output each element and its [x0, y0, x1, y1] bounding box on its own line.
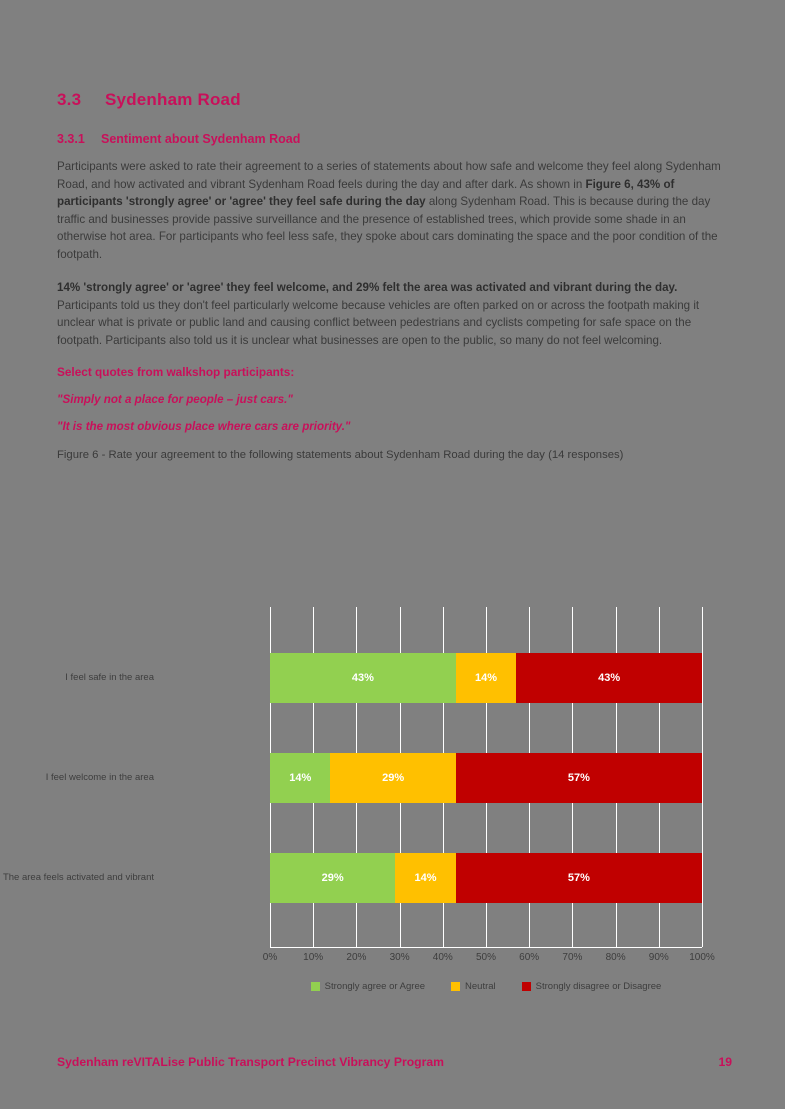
- chart-bar-segment: 57%: [456, 753, 702, 803]
- paragraph-2-emphasis: 14% 'strongly agree' or 'agree' they feel welcome, and 29% felt the area was activated and vibrant during the day.: [57, 281, 678, 294]
- footer-page-number: 19: [718, 1055, 732, 1069]
- chart-bar-segment: 14%: [456, 653, 516, 703]
- chart-legend-item: [311, 981, 425, 992]
- chart-plot-area: [270, 607, 702, 947]
- paragraph-2: [57, 279, 732, 349]
- paragraph-1-tail: along Sydenham Road. This is because during the day traffic and businesses provide passive surveillance and the presence of established trees, which provide some shade in an otherwise hot area. For participants who feel less safe, they spoke about cars dominating the space and the poor condition of the footpath.: [57, 195, 718, 261]
- paragraph-2-tail: Participants told us they don't feel particularly welcome because vehicles are often parked on or across the footpath making it unclear what is private or public land and causing conflict between pedestrians and cyclists competing for safe space on the footpath. Participants also told us it is unclear what businesses are open to the public, so many do not feel welcoming.: [57, 298, 700, 347]
- section-title-text: Sydenham Road: [105, 90, 241, 109]
- chart-bar-segment: 43%: [516, 653, 702, 703]
- chart-legend-item: [522, 981, 662, 992]
- quote-2: "It is the most obvious place where cars are priority.": [57, 420, 351, 433]
- chart-category-label: The area feels activated and vibrant: [2, 872, 154, 883]
- chart-x-tick: 100%: [689, 952, 715, 963]
- section-number: 3.3: [57, 90, 82, 109]
- section-heading: [57, 90, 732, 110]
- chart-bar-segment: 43%: [270, 653, 456, 703]
- subsection-heading: [57, 132, 732, 146]
- chart-legend-swatch: [311, 982, 320, 991]
- chart-bar-segment: 14%: [270, 753, 330, 803]
- quotes-heading: Select quotes from walkshop participants:: [57, 365, 295, 379]
- chart-legend-swatch: [522, 982, 531, 991]
- chart-x-tick: 30%: [389, 952, 410, 963]
- chart-legend-label: Neutral: [465, 981, 496, 992]
- chart-x-tick: 20%: [346, 952, 367, 963]
- subsection-title-text: Sentiment about Sydenham Road: [101, 132, 301, 146]
- chart-bar-segment: 57%: [456, 853, 702, 903]
- footer-title: Sydenham reVITALise Public Transport Precinct Vibrancy Program: [57, 1055, 444, 1069]
- chart-x-tick: 10%: [303, 952, 324, 963]
- chart-bar-segment: 14%: [395, 853, 455, 903]
- subsection-number: 3.3.1: [57, 132, 85, 146]
- chart-x-tick: 50%: [475, 952, 497, 963]
- paragraph-1-emphasis: Figure 6, 43% of participants 'strongly agree' or 'agree' they feel safe during the day: [57, 177, 675, 208]
- chart-x-tick: 70%: [562, 952, 583, 963]
- chart-legend-item: [451, 981, 496, 992]
- paragraph-1-lead: Participants were asked to rate their agreement to a series of statements about how safe and welcome they feel along Sydenham Road, and how activated and vibrant Sydenham Road feels during the day and after dark. As shown in: [57, 160, 721, 191]
- chart-x-tick: 40%: [432, 952, 453, 963]
- chart-bar-row: [270, 653, 702, 703]
- chart-x-tick: 90%: [648, 952, 669, 963]
- chart-category-label: I feel welcome in the area: [45, 772, 154, 783]
- chart-bar-row: [270, 853, 702, 903]
- chart-bar-segment: 29%: [330, 753, 455, 803]
- figure-caption: Figure 6 - Rate your agreement to the following statements about Sydenham Road during the day (14 responses): [57, 449, 624, 461]
- figure-6-chart: [2, 600, 732, 1020]
- chart-bar-segment: 29%: [270, 853, 395, 903]
- chart-legend: [270, 981, 702, 992]
- chart-gridline: [702, 607, 703, 947]
- chart-legend-swatch: [451, 982, 460, 991]
- paragraph-1: [57, 158, 732, 263]
- chart-legend-label: Strongly disagree or Disagree: [535, 981, 662, 992]
- chart-category-label: I feel safe in the area: [65, 672, 154, 683]
- chart-x-axis: [270, 947, 702, 948]
- chart-x-tick: 0%: [262, 952, 278, 963]
- chart-x-tick: 60%: [519, 952, 540, 963]
- document-body: [57, 90, 732, 463]
- chart-legend-label: Strongly agree or Agree: [324, 981, 426, 992]
- chart-bar-row: [270, 753, 702, 803]
- page-footer: [57, 1055, 732, 1069]
- quote-1: "Simply not a place for people – just cars.": [57, 393, 293, 406]
- chart-x-tick: 80%: [605, 952, 626, 963]
